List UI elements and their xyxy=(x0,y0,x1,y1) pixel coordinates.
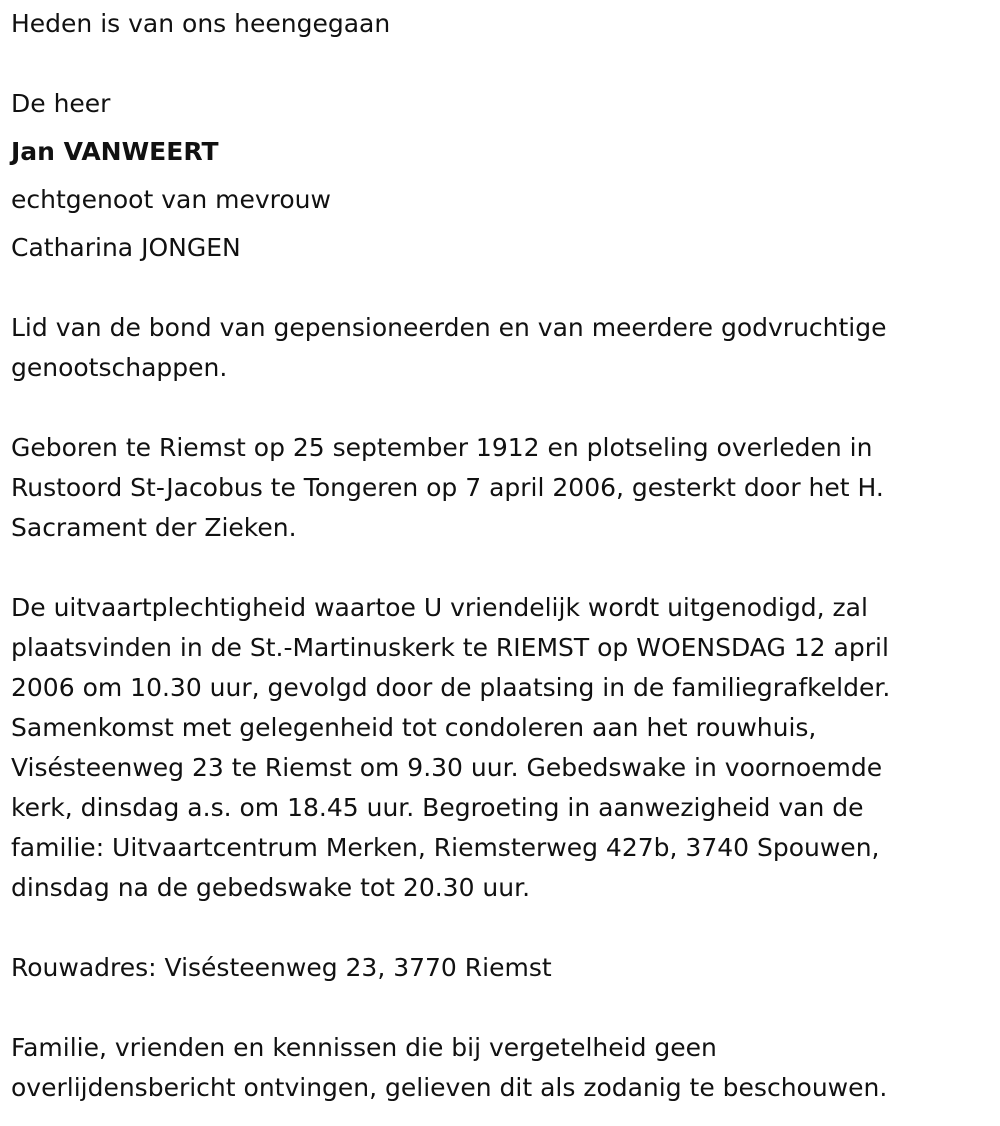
paragraph-line: familie: Uitvaartcentrum Merken, Riemsterweg 427b, 3740 Spouwen, xyxy=(11,833,880,862)
birth-death-paragraph xyxy=(11,428,986,548)
paragraph-line: kerk, dinsdag a.s. om 18.45 uur. Begroeting in aanwezigheid van de xyxy=(11,793,864,822)
spacer xyxy=(11,44,986,84)
spacer xyxy=(11,908,986,948)
spacer xyxy=(11,548,986,588)
paragraph-line: genootschappen. xyxy=(11,353,228,382)
deceased-name: Jan VANWEERT xyxy=(11,137,219,166)
paragraph-line: Lid van de bond van gepensioneerden en van meerdere godvruchtige xyxy=(11,313,887,342)
paragraph-line: overlijdensbericht ontvingen, gelieven dit als zodanig te beschouwen. xyxy=(11,1073,888,1102)
spacer xyxy=(11,988,986,1028)
salutation: De heer xyxy=(11,89,111,118)
spouse-prefix: echtgenoot van mevrouw xyxy=(11,185,331,214)
spacer xyxy=(11,388,986,428)
paragraph-line: Visésteenweg 23 te Riemst om 9.30 uur. Gebedswake in voornoemde xyxy=(11,753,883,782)
paragraph-line: Sacrament der Zieken. xyxy=(11,513,297,542)
funeral-paragraph xyxy=(11,588,986,908)
paragraph-line: dinsdag na de gebedswake tot 20.30 uur. xyxy=(11,873,531,902)
paragraph-line: Familie, vrienden en kennissen die bij vergetelheid geen xyxy=(11,1033,717,1062)
paragraph-line: Rustoord St-Jacobus te Tongeren op 7 april 2006, gesterkt door het H. xyxy=(11,473,884,502)
spouse-name: Catharina JONGEN xyxy=(11,233,241,262)
paragraph-line: plaatsvinden in de St.-Martinuskerk te RIEMST op WOENSDAG 12 april xyxy=(11,633,889,662)
intro-text: Heden is van ons heengegaan xyxy=(11,9,391,38)
paragraph-line: 2006 om 10.30 uur, gevolgd door de plaatsing in de familiegrafkelder. xyxy=(11,673,891,702)
paragraph-line: De uitvaartplechtigheid waartoe U vriendelijk wordt uitgenodigd, zal xyxy=(11,593,868,622)
spacer xyxy=(11,268,986,308)
paragraph-line: Geboren te Riemst op 25 september 1912 en plotseling overleden in xyxy=(11,433,873,462)
mourning-address: Rouwadres: Visésteenweg 23, 3770 Riemst xyxy=(11,953,552,982)
closing-paragraph xyxy=(11,1028,986,1108)
membership-paragraph xyxy=(11,308,986,388)
paragraph-line: Samenkomst met gelegenheid tot condoleren aan het rouwhuis, xyxy=(11,713,817,742)
obituary-document xyxy=(11,4,986,1108)
